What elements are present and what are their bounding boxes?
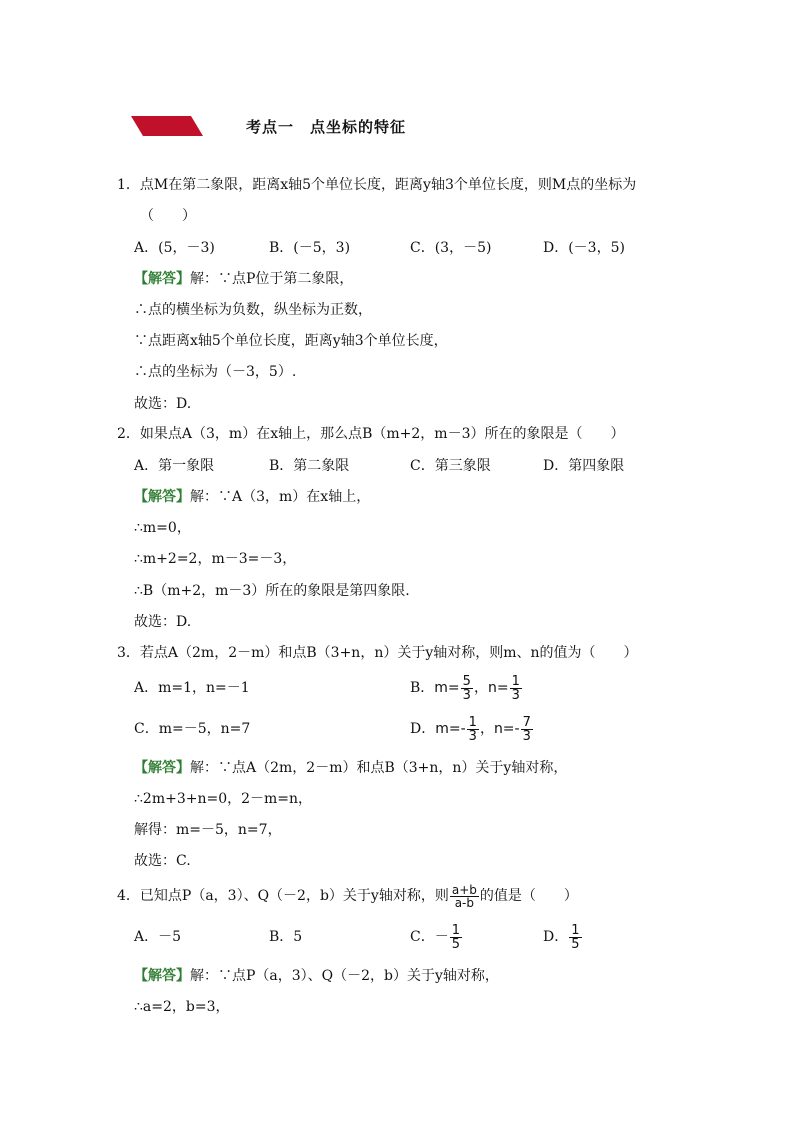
q3-solution-line-2: ∴2m+3+n=0，2－m=n，: [134, 791, 313, 807]
q4-fraction: $\frac{a+b}{a-b}$: [451, 882, 477, 910]
answer-tag: 【解答】: [134, 489, 190, 505]
q4-option-b: B．5: [269, 929, 303, 945]
q3-option-d: D．m=- $\frac{1}{3}$ ，n=- $\frac{7}{3}$: [410, 714, 531, 744]
q1-blank: （ ）: [140, 208, 196, 224]
q4-option-c: C．－ $\frac{1}{5}$: [410, 922, 460, 952]
q4-solution-line-1: 【解答】解：∵点P（a，3）、Q（－2，b）关于y轴对称，: [134, 968, 499, 984]
q3-solution-line-4: 故选：C.: [134, 853, 191, 869]
q1-option-b: B．(－5，3): [269, 240, 351, 256]
q1-option-c: C．(3，－5): [410, 240, 492, 256]
q3-solution-line-3: 解得：m=－5，n=7，: [134, 822, 282, 838]
q2-option-c: C．第三象限: [410, 458, 491, 474]
q3-option-d-m-fraction: $\frac{1}{3}$: [468, 714, 477, 744]
q4-solution-line-2: ∴a=2，b=3，: [134, 999, 230, 1015]
q1-option-a: A．(5，－3): [134, 240, 215, 256]
q3-option-b: B．m= $\frac{5}{3}$ ，n= $\frac{1}{3}$: [410, 673, 520, 703]
q4-option-d-fraction: $\frac{1}{5}$: [571, 922, 580, 952]
q4-option-a: A．－5: [134, 929, 182, 945]
q2-solution-line-2: ∴m=0，: [134, 520, 191, 536]
q2-solution-line-5: 故选：D.: [134, 614, 192, 630]
q1-solution-line-1: 【解答】解：∵点P位于第二象限，: [134, 271, 354, 287]
q2-solution-line-1: 【解答】解：∵A（3，m）在x轴上，: [134, 489, 371, 505]
q1-solution-line-4: ∴点的坐标为（－3，5）.: [134, 364, 297, 380]
q2-option-a: A．第一象限: [134, 458, 215, 474]
q2-text: 2．如果点A（3，m）在x轴上，那么点B（m+2，m－3）所在的象限是（ ）: [117, 426, 625, 442]
section-title: 考点一 点坐标的特征: [246, 118, 407, 136]
q3-option-d-n-fraction: $\frac{7}{3}$: [522, 714, 531, 744]
answer-tag: 【解答】: [134, 271, 190, 287]
q1-solution-line-2: ∴点的横坐标为负数，纵坐标为正数，: [134, 302, 372, 318]
q1-text: 1．点M在第二象限，距离x轴5个单位长度，距离y轴3个单位长度，则M点的坐标为: [117, 177, 637, 193]
q3-option-b-m-fraction: $\frac{5}{3}$: [462, 673, 471, 703]
q3-option-b-n-fraction: $\frac{1}{3}$: [511, 673, 520, 703]
q2-solution-line-4: ∴B（m+2，m－3）所在的象限是第四象限.: [134, 583, 410, 599]
q3-text: 3．若点A（2m，2－m）和点B（3+n，n）关于y轴对称，则m、n的值为（ ）: [117, 645, 638, 661]
q2-option-b: B．第二象限: [269, 458, 350, 474]
q3-solution-line-1: 【解答】解：∵点A（2m，2－m）和点B（3+n，n）关于y轴对称，: [134, 760, 568, 776]
q2-option-d: D．第四象限: [543, 458, 625, 474]
q1-solution-line-3: ∵点距离x轴5个单位长度，距离y轴3个单位长度，: [134, 333, 448, 349]
q4-option-c-fraction: $\frac{1}{5}$: [451, 922, 460, 952]
answer-tag: 【解答】: [134, 760, 190, 776]
q1-solution-line-5: 故选：D.: [134, 396, 192, 412]
q1-option-d: D．(－3，5): [543, 240, 625, 256]
section-banner-shape: [131, 116, 203, 136]
q3-option-a: A．m=1，n=－1: [134, 680, 250, 696]
q3-option-c: C．m=－5，n=7: [134, 721, 251, 737]
q2-solution-line-3: ∴m+2=2，m－3=－3，: [134, 551, 297, 567]
q4-option-d: D． $\frac{1}{5}$: [543, 922, 580, 952]
q4-text: 4．已知点P（a，3）、Q（－2，b）关于y轴对称，则 $\frac{a+b}{a-b}$ 的值是（ ）: [117, 882, 578, 910]
answer-tag: 【解答】: [134, 968, 190, 984]
